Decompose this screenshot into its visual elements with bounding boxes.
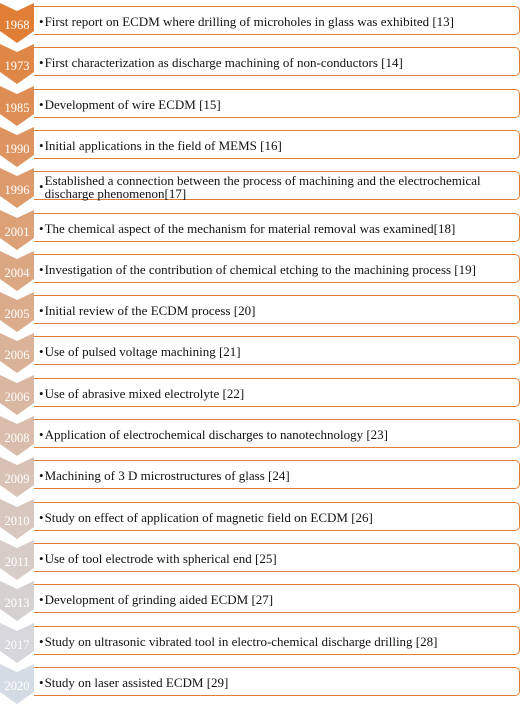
bullet-icon: • bbox=[39, 137, 44, 153]
timeline-item bbox=[0, 292, 525, 328]
year-label: 2001 bbox=[4, 224, 30, 239]
timeline-item bbox=[0, 499, 525, 535]
year-label: 2017 bbox=[4, 637, 30, 652]
year-label: 2013 bbox=[4, 596, 30, 611]
bullet-icon: • bbox=[39, 385, 44, 401]
milestone-text bbox=[39, 296, 513, 325]
bullet-icon: • bbox=[39, 14, 44, 29]
timeline-item bbox=[0, 375, 525, 411]
year-label: 2006 bbox=[4, 389, 30, 404]
milestone-description: Machining of 3 D microstructures of glass [24] bbox=[44, 468, 290, 484]
milestone-box bbox=[34, 378, 520, 407]
milestone-description: Use of tool electrode with spherical end [25] bbox=[44, 550, 277, 566]
year-label: 2011 bbox=[4, 554, 30, 569]
year-chevron bbox=[0, 127, 34, 163]
year-chevron bbox=[0, 540, 34, 576]
milestone-box bbox=[34, 213, 520, 242]
milestone-box bbox=[34, 171, 520, 200]
milestone-text bbox=[39, 585, 513, 614]
milestone-description: First characterization as discharge machining of non-conductors [14] bbox=[44, 55, 403, 71]
timeline-item bbox=[0, 623, 525, 659]
milestone-box bbox=[34, 130, 520, 159]
bullet-icon: • bbox=[39, 179, 44, 195]
milestone-box bbox=[34, 336, 520, 365]
year-label: 1985 bbox=[4, 100, 30, 115]
year-label: 2004 bbox=[4, 265, 30, 280]
year-chevron bbox=[0, 623, 34, 659]
milestone-description: Development of grinding aided ECDM [27] bbox=[44, 592, 274, 608]
milestone-description: Initial review of the ECDM process [20] bbox=[44, 303, 256, 319]
year-chevron bbox=[0, 499, 34, 535]
milestone-description: First report on ECDM where drilling of microholes in glass was exhibited [13] bbox=[44, 14, 454, 29]
milestone-description: Study on effect of application of magnetic field on ECDM [26] bbox=[44, 509, 373, 525]
timeline-item bbox=[0, 86, 525, 122]
year-chevron bbox=[0, 333, 34, 369]
milestone-box bbox=[34, 502, 520, 531]
bullet-icon: • bbox=[39, 344, 44, 360]
milestone-text bbox=[39, 214, 513, 243]
milestone-text bbox=[39, 90, 513, 119]
year-chevron bbox=[0, 3, 34, 39]
timeline-item bbox=[0, 168, 525, 204]
timeline-item bbox=[0, 127, 525, 163]
milestone-box bbox=[34, 460, 520, 489]
year-chevron bbox=[0, 416, 34, 452]
timeline-item bbox=[0, 44, 525, 80]
milestone-description: Use of pulsed voltage machining [21] bbox=[44, 344, 241, 360]
milestone-description: Use of abrasive mixed electrolyte [22] bbox=[44, 385, 245, 401]
milestone-text bbox=[39, 544, 513, 573]
bullet-icon: • bbox=[39, 592, 44, 608]
milestone-box bbox=[34, 584, 520, 613]
year-chevron bbox=[0, 86, 34, 122]
bullet-icon: • bbox=[39, 96, 44, 112]
milestone-text bbox=[39, 255, 513, 284]
milestone-description: Study on ultrasonic vibrated tool in electro-chemical discharge drilling [28] bbox=[44, 633, 438, 649]
milestone-description: Development of wire ECDM [15] bbox=[44, 96, 221, 112]
year-chevron bbox=[0, 292, 34, 328]
bullet-icon: • bbox=[39, 550, 44, 566]
milestone-description: Application of electrochemical discharges to nanotechnology [23] bbox=[44, 427, 388, 442]
timeline-item bbox=[0, 416, 525, 452]
bullet-icon: • bbox=[39, 261, 44, 277]
milestone-box bbox=[34, 47, 520, 76]
milestone-description: The chemical aspect of the mechanism for material removal was examined[18] bbox=[44, 220, 456, 236]
year-label: 2010 bbox=[4, 513, 30, 528]
milestone-box bbox=[34, 6, 520, 35]
milestone-text bbox=[39, 420, 513, 449]
timeline-item bbox=[0, 540, 525, 576]
bullet-icon: • bbox=[39, 633, 44, 649]
year-label: 1968 bbox=[4, 18, 30, 32]
timeline-item bbox=[0, 210, 525, 246]
year-chevron bbox=[0, 210, 34, 246]
year-label: 2006 bbox=[4, 348, 30, 363]
milestone-box bbox=[34, 419, 520, 448]
bullet-icon: • bbox=[39, 674, 44, 690]
milestone-text bbox=[39, 337, 513, 366]
year-chevron bbox=[0, 375, 34, 411]
timeline-item bbox=[0, 3, 525, 39]
bullet-icon: • bbox=[39, 509, 44, 525]
milestone-text bbox=[39, 379, 513, 408]
year-chevron bbox=[0, 168, 34, 204]
milestone-text bbox=[39, 7, 513, 36]
year-label: 1996 bbox=[4, 183, 30, 198]
milestone-box bbox=[34, 295, 520, 324]
milestone-description: Study on laser assisted ECDM [29] bbox=[44, 674, 229, 690]
milestone-text bbox=[39, 131, 513, 160]
milestone-text bbox=[39, 503, 513, 532]
year-chevron bbox=[0, 457, 34, 493]
year-chevron bbox=[0, 581, 34, 617]
timeline-item bbox=[0, 333, 525, 369]
milestone-text bbox=[39, 172, 513, 201]
bullet-icon: • bbox=[39, 468, 44, 484]
milestone-box bbox=[34, 89, 520, 118]
timeline-item bbox=[0, 251, 525, 287]
milestone-text bbox=[39, 48, 513, 77]
timeline-item bbox=[0, 581, 525, 617]
bullet-icon: • bbox=[39, 55, 44, 71]
milestone-text bbox=[39, 668, 513, 697]
year-label: 2020 bbox=[4, 678, 30, 693]
year-label: 2009 bbox=[4, 472, 30, 487]
year-label: 1990 bbox=[4, 141, 30, 156]
bullet-icon: • bbox=[39, 303, 44, 319]
year-label: 2005 bbox=[4, 307, 30, 322]
milestone-box bbox=[34, 543, 520, 572]
year-chevron bbox=[0, 664, 34, 700]
milestone-box bbox=[34, 667, 520, 696]
milestone-text bbox=[39, 627, 513, 656]
milestone-description: Established a connection between the process of machining and the electrochemical discharge phenomenon[17] bbox=[44, 172, 481, 201]
timeline-item bbox=[0, 457, 525, 493]
year-chevron bbox=[0, 44, 34, 80]
milestone-description: Investigation of the contribution of chemical etching to the machining process [19] bbox=[44, 261, 476, 277]
bullet-icon: • bbox=[39, 220, 44, 236]
timeline-item bbox=[0, 664, 525, 700]
milestone-text bbox=[39, 461, 513, 490]
bullet-icon: • bbox=[39, 427, 44, 442]
year-chevron bbox=[0, 251, 34, 287]
milestone-description: Initial applications in the field of MEMS [16] bbox=[44, 137, 282, 153]
year-label: 2008 bbox=[4, 431, 30, 445]
milestone-box bbox=[34, 254, 520, 283]
year-label: 1973 bbox=[4, 59, 30, 74]
milestone-box bbox=[34, 626, 520, 655]
